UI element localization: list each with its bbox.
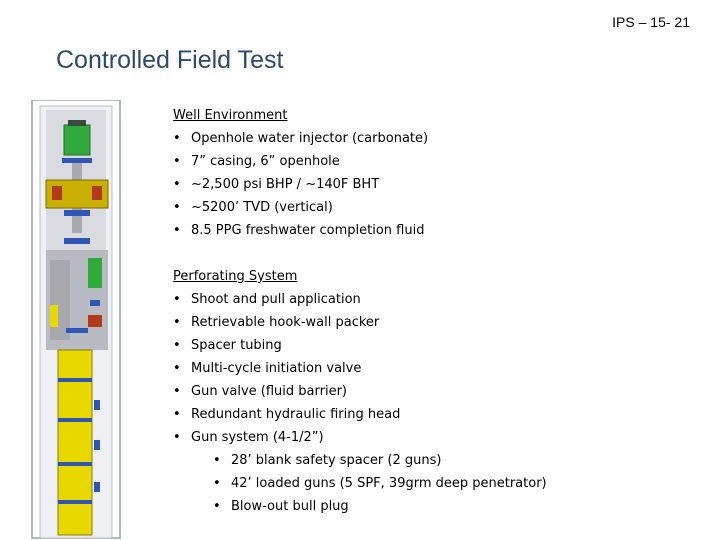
slide-number: IPS – 15- 21 <box>612 14 690 30</box>
perforating-system-heading: Perforating System <box>173 269 298 284</box>
bullet-icon: • <box>173 292 181 307</box>
list-item: • Openhole water injector (carbonate) <box>173 127 547 150</box>
gun-system-sublist <box>173 449 547 518</box>
list-item: • Gun valve (fluid barrier) <box>173 380 547 403</box>
bullet-icon: • <box>173 223 181 238</box>
perforating-system-list <box>173 288 547 449</box>
list-item: • Multi-cycle initiation valve <box>173 357 547 380</box>
sub-list-item: • Blow-out bull plug <box>173 495 547 518</box>
bullet-icon: • <box>173 177 181 192</box>
bullet-icon: • <box>213 476 221 491</box>
list-item: • ~5200’ TVD (vertical) <box>173 196 547 219</box>
bullet-icon: • <box>173 361 181 376</box>
well-environment-heading: Well Environment <box>173 108 288 123</box>
bullet-icon: • <box>173 407 181 422</box>
bullet-icon: • <box>173 131 181 146</box>
list-item: • 7” casing, 6” openhole <box>173 150 547 173</box>
bullet-icon: • <box>173 384 181 399</box>
list-item: • Spacer tubing <box>173 334 547 357</box>
list-item: • Retrievable hook-wall packer <box>173 311 547 334</box>
bullet-icon: • <box>173 200 181 215</box>
content-area <box>173 104 547 518</box>
list-item: • ~2,500 psi BHP / ~140F BHT <box>173 173 547 196</box>
list-item: • Gun system (4-1/2”) <box>173 426 547 449</box>
list-item: • Shoot and pull application <box>173 288 547 311</box>
sub-list-item: • 42’ loaded guns (5 SPF, 39grm deep penetrator) <box>173 472 547 495</box>
list-item: • 8.5 PPG freshwater completion fluid <box>173 219 547 242</box>
bullet-icon: • <box>173 430 181 445</box>
bullet-icon: • <box>213 453 221 468</box>
well-environment-list <box>173 127 547 242</box>
bullet-icon: • <box>213 499 221 514</box>
bullet-icon: • <box>173 338 181 353</box>
sub-list-item: • 28’ blank safety spacer (2 guns) <box>173 449 547 472</box>
bullet-icon: • <box>173 154 181 169</box>
bullet-icon: • <box>173 315 181 330</box>
slide-title: Controlled Field Test <box>56 46 284 74</box>
list-item: • Redundant hydraulic firing head <box>173 403 547 426</box>
wellbore-diagram <box>28 100 128 540</box>
